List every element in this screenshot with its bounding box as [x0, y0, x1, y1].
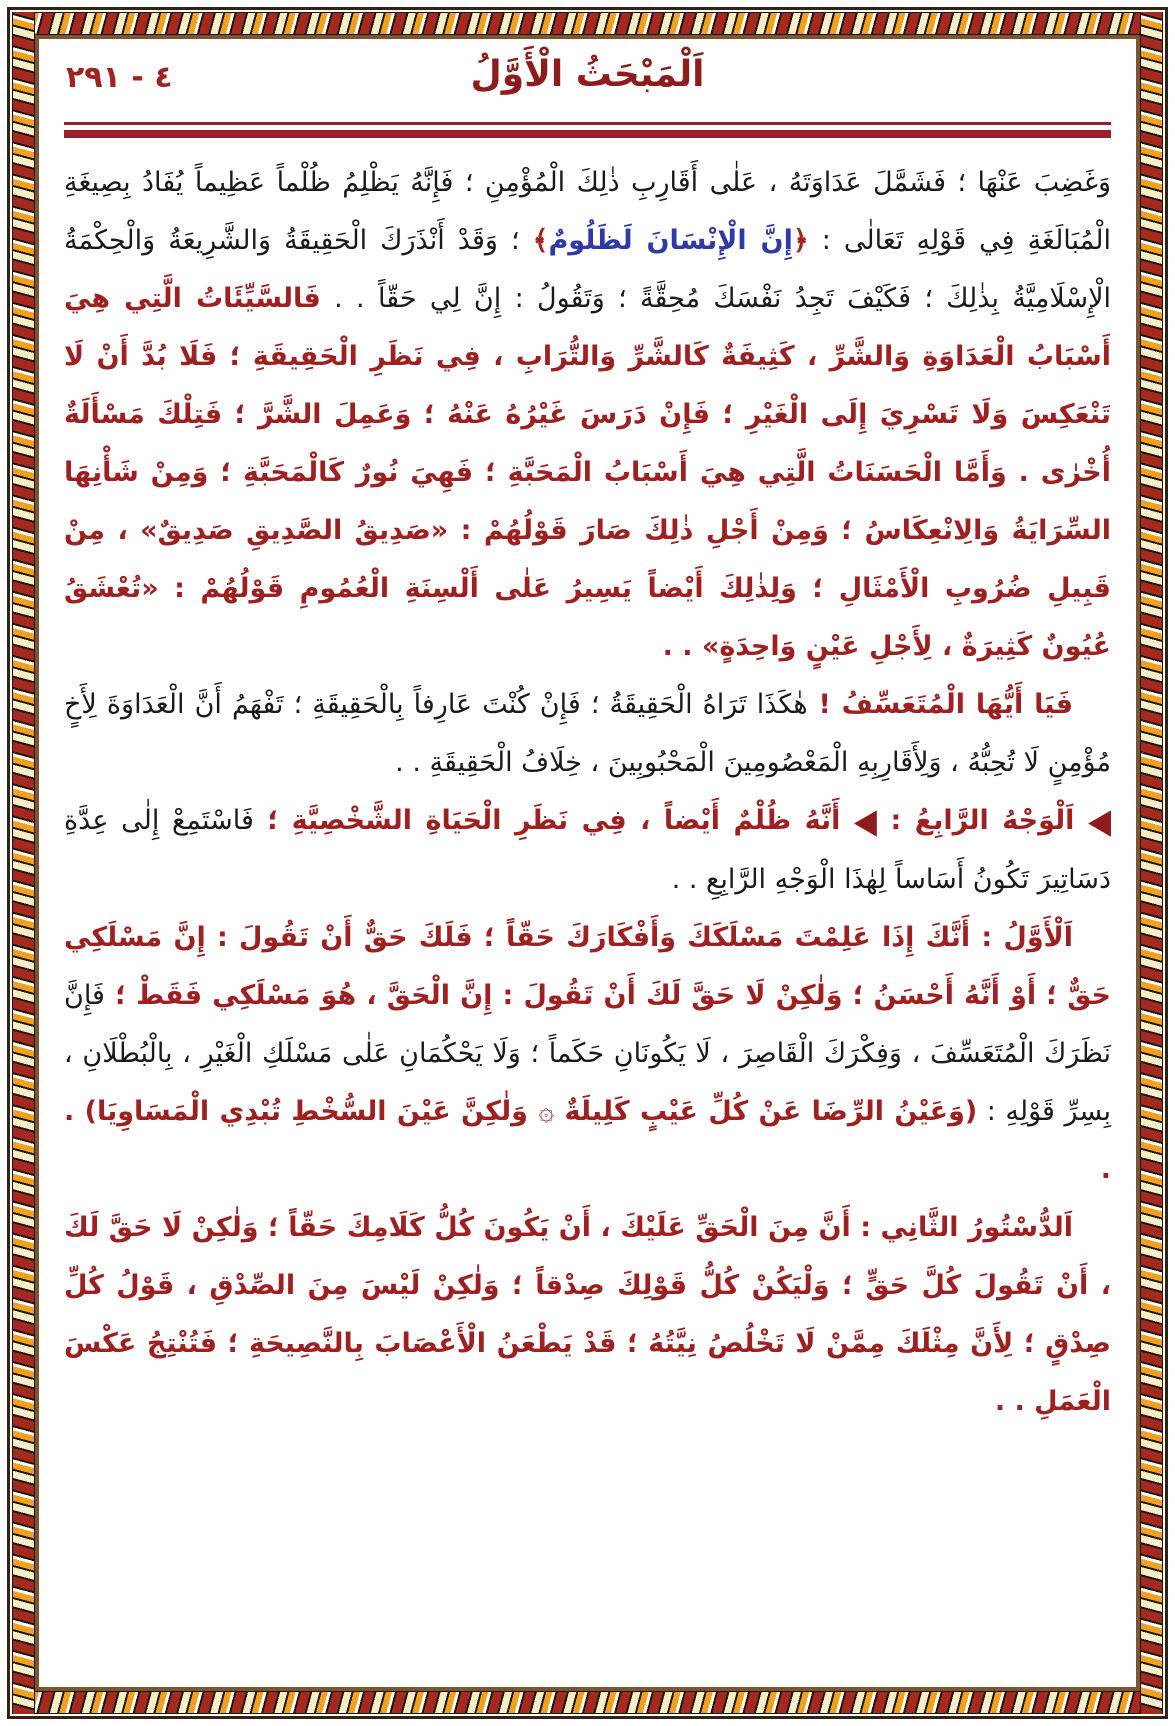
quran-verse: إِنَّ الْإِنْسَانَ لَظَلُومٌ: [548, 225, 793, 256]
paragraph-2: [64, 676, 1111, 792]
paragraph-3: [64, 792, 1111, 909]
paragraph-1: [64, 154, 1111, 676]
ornate-bracket-close-icon: ﴾: [532, 225, 549, 256]
decorative-border-top: [12, 12, 1163, 35]
text-run: (وَعَيْنُ الرِّضَا عَنْ كُلِّ عَيْبٍ كَلِيلَةٌ: [554, 1096, 978, 1127]
text-run: أَنَّهُ ظُلْمٌ أَيْضاً ، فِي نَظَرِ الْحَيَاةِ الشَّخْصِيَّةِ ؛: [253, 805, 854, 836]
verse-divider-icon: ۞: [538, 1096, 555, 1127]
body-text: [64, 154, 1111, 1431]
page-title: اَلْمَبْحَثُ الْأَوَّلُ: [470, 54, 705, 95]
decorative-border-bottom: [12, 1691, 1163, 1714]
arabesque-ornament-icon: ◀: [1087, 801, 1112, 842]
ornate-bracket-open-icon: ﴿: [792, 225, 809, 256]
text-run: اَلْوَجْهُ الرَّابِعُ :: [876, 805, 1088, 836]
header-rule-thick: [64, 130, 1111, 138]
text-run: فَالسَّيِّئَاتُ الَّتِي هِيَ أَسْبَابُ الْعَدَاوَةِ وَالشَّرِّ ، كَثِيفَةٌ كَالشَّرِّ وَالتُّرَابِ ، فِي نَظَرِ الْحَقِيقَةِ ؛ فَلَا بُدَّ أَنْ لَا تَنْعَكِسَ وَلَا تَسْرِيَ إِلَى الْغَيْرِ ؛ فَإِنْ دَرَسَ غَيْرُهُ عَنْهُ ؛ وَعَمِلَ الشَّرَّ ؛ فَتِلْكَ مَسْأَلَةٌ أُخْرٰى . وَأَمَّا الْحَسَنَاتُ الَّتِي هِيَ أَسْبَابُ الْمَحَبَّةِ ؛ فَهِيَ نُورٌ كَالْمَحَبَّةِ ؛ وَمِنْ شَأْنِهَا السِّرَايَةُ وَالِانْعِكَاسُ ؛ وَمِنْ أَجْلِ ذٰلِكَ صَارَ قَوْلُهُمْ : «صَدِيقُ الصَّدِيقِ صَدِيقٌ» ، مِنْ قَبِيلِ ضُرُوبِ الْأَمْثَالِ ؛ وَلِذٰلِكَ أَيْضاً يَسِيرُ عَلٰى أَلْسِنَةِ الْعُمُومِ قَوْلُهُمْ : «تُعْشَقُ عُيُونٌ كَثِيرَةٌ ، لِأَجْلِ عَيْنٍ وَاحِدَةٍ» . .: [64, 283, 1111, 662]
text-run: فَاسْتَمِعْ إِلٰى عِدَّةِ دَسَاتِيرَ تَكُونُ أَسَاساً لِهٰذَا الْوَجْهِ الرَّابِعِ . .: [64, 805, 1111, 895]
text-run: هٰكَذَا تَرَاهُ الْحَقِيقَةُ ؛ فَإِنْ كُنْتَ عَارِفاً بِالْحَقِيقَةِ ؛ تَفْهَمُ أَنَّ الْعَدَاوَةَ لِأَخٍ مُؤْمِنٍ لَا تُحِبُّهُ ، وَلِأَقَارِبِهِ الْمَعْصُومِينَ الْمَحْبُوبِينَ ، خِلَافُ الْحَقِيقَةِ . .: [64, 689, 1111, 778]
arabesque-ornament-icon: ◀: [853, 801, 877, 842]
page-content: [64, 46, 1111, 1680]
page-number: ٤ - ٢٩١: [66, 60, 173, 95]
text-run: اَلدُّسْتُورُ الثَّانِي : أَنَّ مِنَ الْحَقِّ عَلَيْكَ ، أَنْ يَكُونَ كُلُّ كَلَامِكَ حَقّاً ؛ وَلٰكِنْ لَا حَقَّ لَكَ ، أَنْ تَقُولَ كُلَّ حَقٍّ ؛ وَلْيَكُنْ كُلُّ قَوْلِكَ صِدْقاً ؛ وَلٰكِنْ لَيْسَ مِنَ الصِّدْقِ ، قَوْلُ كُلِّ صِدْقٍ ؛ لِأَنَّ مِثْلَكَ مِمَّنْ لَا تَخْلُصُ نِيَّتُهُ ؛ قَدْ يَطْعَنُ الْأَعْصَابَ بِالنَّصِيحَةِ ؛ فَتُنْتِجُ عَكْسَ الْعَمَلِ . .: [64, 1212, 1111, 1417]
text-run: ؛ وَقَدْ أَنْذَرَكَ الْحَقِيقَةُ وَالشَّرِيعَةُ وَالْحِكْمَةُ الْإِسْلَامِيَّةُ بِذٰلِكَ ؛ فَكَيْفَ تَجِدُ نَفْسَكَ مُحِقَّةً ؛ وَتَقُولُ : إِنَّ لِي حَقّاً . .: [64, 225, 1111, 314]
paragraph-4: [64, 909, 1111, 1199]
decorative-border-right: [1140, 12, 1163, 1714]
text-run: وَغَضِبَ عَنْهَا ؛ فَشَمَّلَ عَدَاوَتَهُ ، عَلٰى أَقَارِبِ ذٰلِكَ الْمُؤْمِنِ ؛ فَإِنَّهُ يَظْلِمُ ظُلْماً عَظِيماً يُفَادُ بِصِيغَةِ الْمُبَالَغَةِ فِي قَوْلِهِ تَعَالٰى :: [64, 167, 1112, 256]
text-run: وَلٰكِنَّ عَيْنَ السُّخْطِ تُبْدِي الْمَسَاوِيَا) . .: [64, 1096, 1111, 1185]
decorative-border-left: [12, 12, 35, 1714]
paragraph-5: [64, 1199, 1111, 1431]
page-header: [64, 46, 1111, 112]
text-run: فَإِنَّ نَظَرَكَ الْمُتَعَسِّفَ ، وَفِكْرَكَ الْقَاصِرَ ، لَا يَكُونَانِ حَكَماً ؛ وَلَا يَحْكُمَانِ عَلٰى مَسْلَكِ الْغَيْرِ ، بِالْبُطْلَانِ ، بِسِرِّ قَوْلِهِ :: [64, 980, 1111, 1127]
text-run: اَلْأَوَّلُ : أَنَّكَ إِذَا عَلِمْتَ مَسْلَكَكَ وَأَفْكَارَكَ حَقّاً ؛ فَلَكَ حَقٌّ أَنْ تَقُولَ : إِنَّ مَسْلَكِي حَقٌّ ؛ أَوْ أَنَّهُ أَحْسَنُ ؛ وَلٰكِنْ لَا حَقَّ لَكَ أَنْ تَقُولَ : إِنَّ الْحَقَّ ، هُوَ مَسْلَكِي فَقَطْ ؛: [64, 922, 1111, 1011]
text-run: فَيَا أَيُّهَا الْمُتَعَسِّفُ !: [807, 689, 1073, 720]
